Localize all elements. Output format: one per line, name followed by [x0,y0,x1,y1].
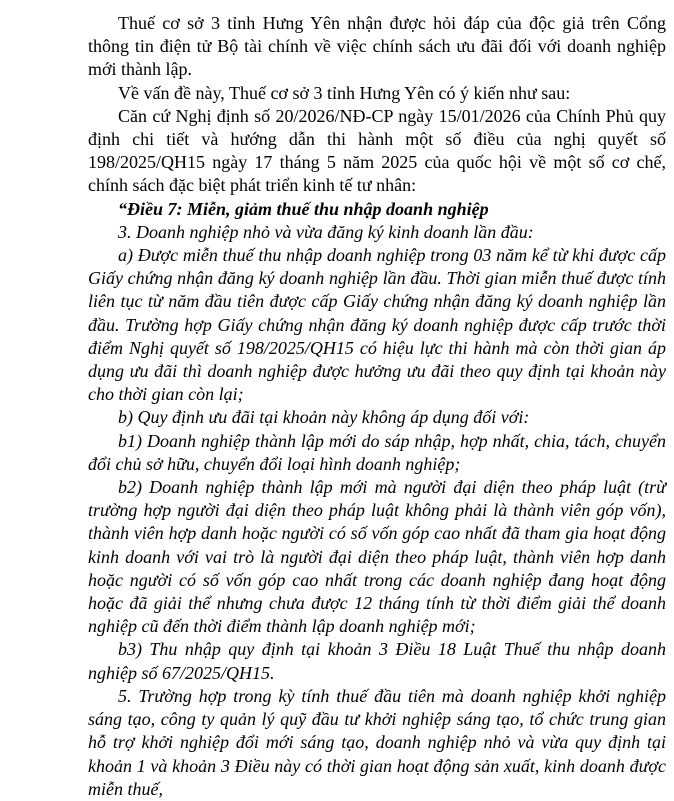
article-7-title: “Điều 7: Miễn, giảm thuế thu nhập doanh nghiệp [118,198,489,219]
point-b3: b3) Thu nhập quy định tại khoản 3 Điều 18 Luật Thuế thu nhập doanh nghiệp số 67/2025/QH15. [88,639,666,683]
clause-5: 5. Trường hợp trong kỳ tính thuế đầu tiên mà doanh nghiệp khởi nghiệp sáng tạo, công ty quản lý quỹ đầu tư khởi nghiệp sáng tạo, tổ chức trung gian hỗ trợ khởi nghiệp đổi mới sáng tạo, doanh nghiệp nhỏ và vừa quy định tại khoản 1 và khoản 3 Điều này có thời gian hoạt động sản xuất, kinh doanh được miễn thuế, [88,685,666,799]
point-b1: b1) Doanh nghiệp thành lập mới do sáp nhập, hợp nhất, chia, tách, chuyển đổi chủ sở hữu, chuyển đổi loại hình doanh nghiệp; [88,430,666,474]
point-b: b) Quy định ưu đãi tại khoản này không áp dụng đối với: [118,407,530,428]
paragraph-response-intro: Về vấn đề này, Thuế cơ sở 3 tỉnh Hưng Yên có ý kiến như sau: [118,82,571,103]
clause-3: 3. Doanh nghiệp nhỏ và vừa đăng ký kinh doanh lần đầu: [118,221,534,242]
point-b2: b2) Doanh nghiệp thành lập mới mà người đại diện theo pháp luật (trừ trường hợp người đại diện theo pháp luật không phải là thành viên góp vốn), thành viên hợp danh hoặc người có số vốn góp cao nhất đã tham gia hoạt động kinh doanh với vai trò là người đại diện theo pháp luật, thành viên hợp danh hoặc người có số vốn góp cao nhất trong các doanh nghiệp đang hoạt động hoặc đã giải thể nhưng chưa được 12 tháng tính từ thời điểm giải thể doanh nghiệp cũ đến thời điểm thành lập doanh nghiệp mới; [88,477,666,637]
paragraph-inquiry-intro: Thuế cơ sở 3 tỉnh Hưng Yên nhận được hỏi đáp của độc giả trên Cổng thông tin điện tử Bộ tài chính về việc chính sách ưu đãi đối với doanh nghiệp mới thành lập. [88,13,666,80]
point-a: a) Được miễn thuế thu nhập doanh nghiệp trong 03 năm kể từ khi được cấp Giấy chứng nhận đăng ký doanh nghiệp lần đầu. Thời gian miễn thuế được tính liên tục từ năm đầu tiên được cấp Giấy chứng nhận đăng ký doanh nghiệp lần đầu. Trường hợp Giấy chứng nhận đăng ký doanh nghiệp được cấp trước thời điểm Nghị quyết số 198/2025/QH15 có hiệu lực thi hành mà còn thời gian áp dụng ưu đãi thì doanh nghiệp được hưởng ưu đãi theo quy định tại khoản này cho thời gian còn lại; [88,245,666,405]
paragraph-legal-basis: Căn cứ Nghị định số 20/2026/NĐ-CP ngày 15/01/2026 của Chính Phủ quy định chi tiết và hướng dẫn thi hành một số điều của nghị quyết số 198/2025/QH15 ngày 17 tháng 5 năm 2025 của quốc hội về một số cơ chế, chính sách đặc biệt phát triển kinh tế tư nhân: [88,105,666,196]
